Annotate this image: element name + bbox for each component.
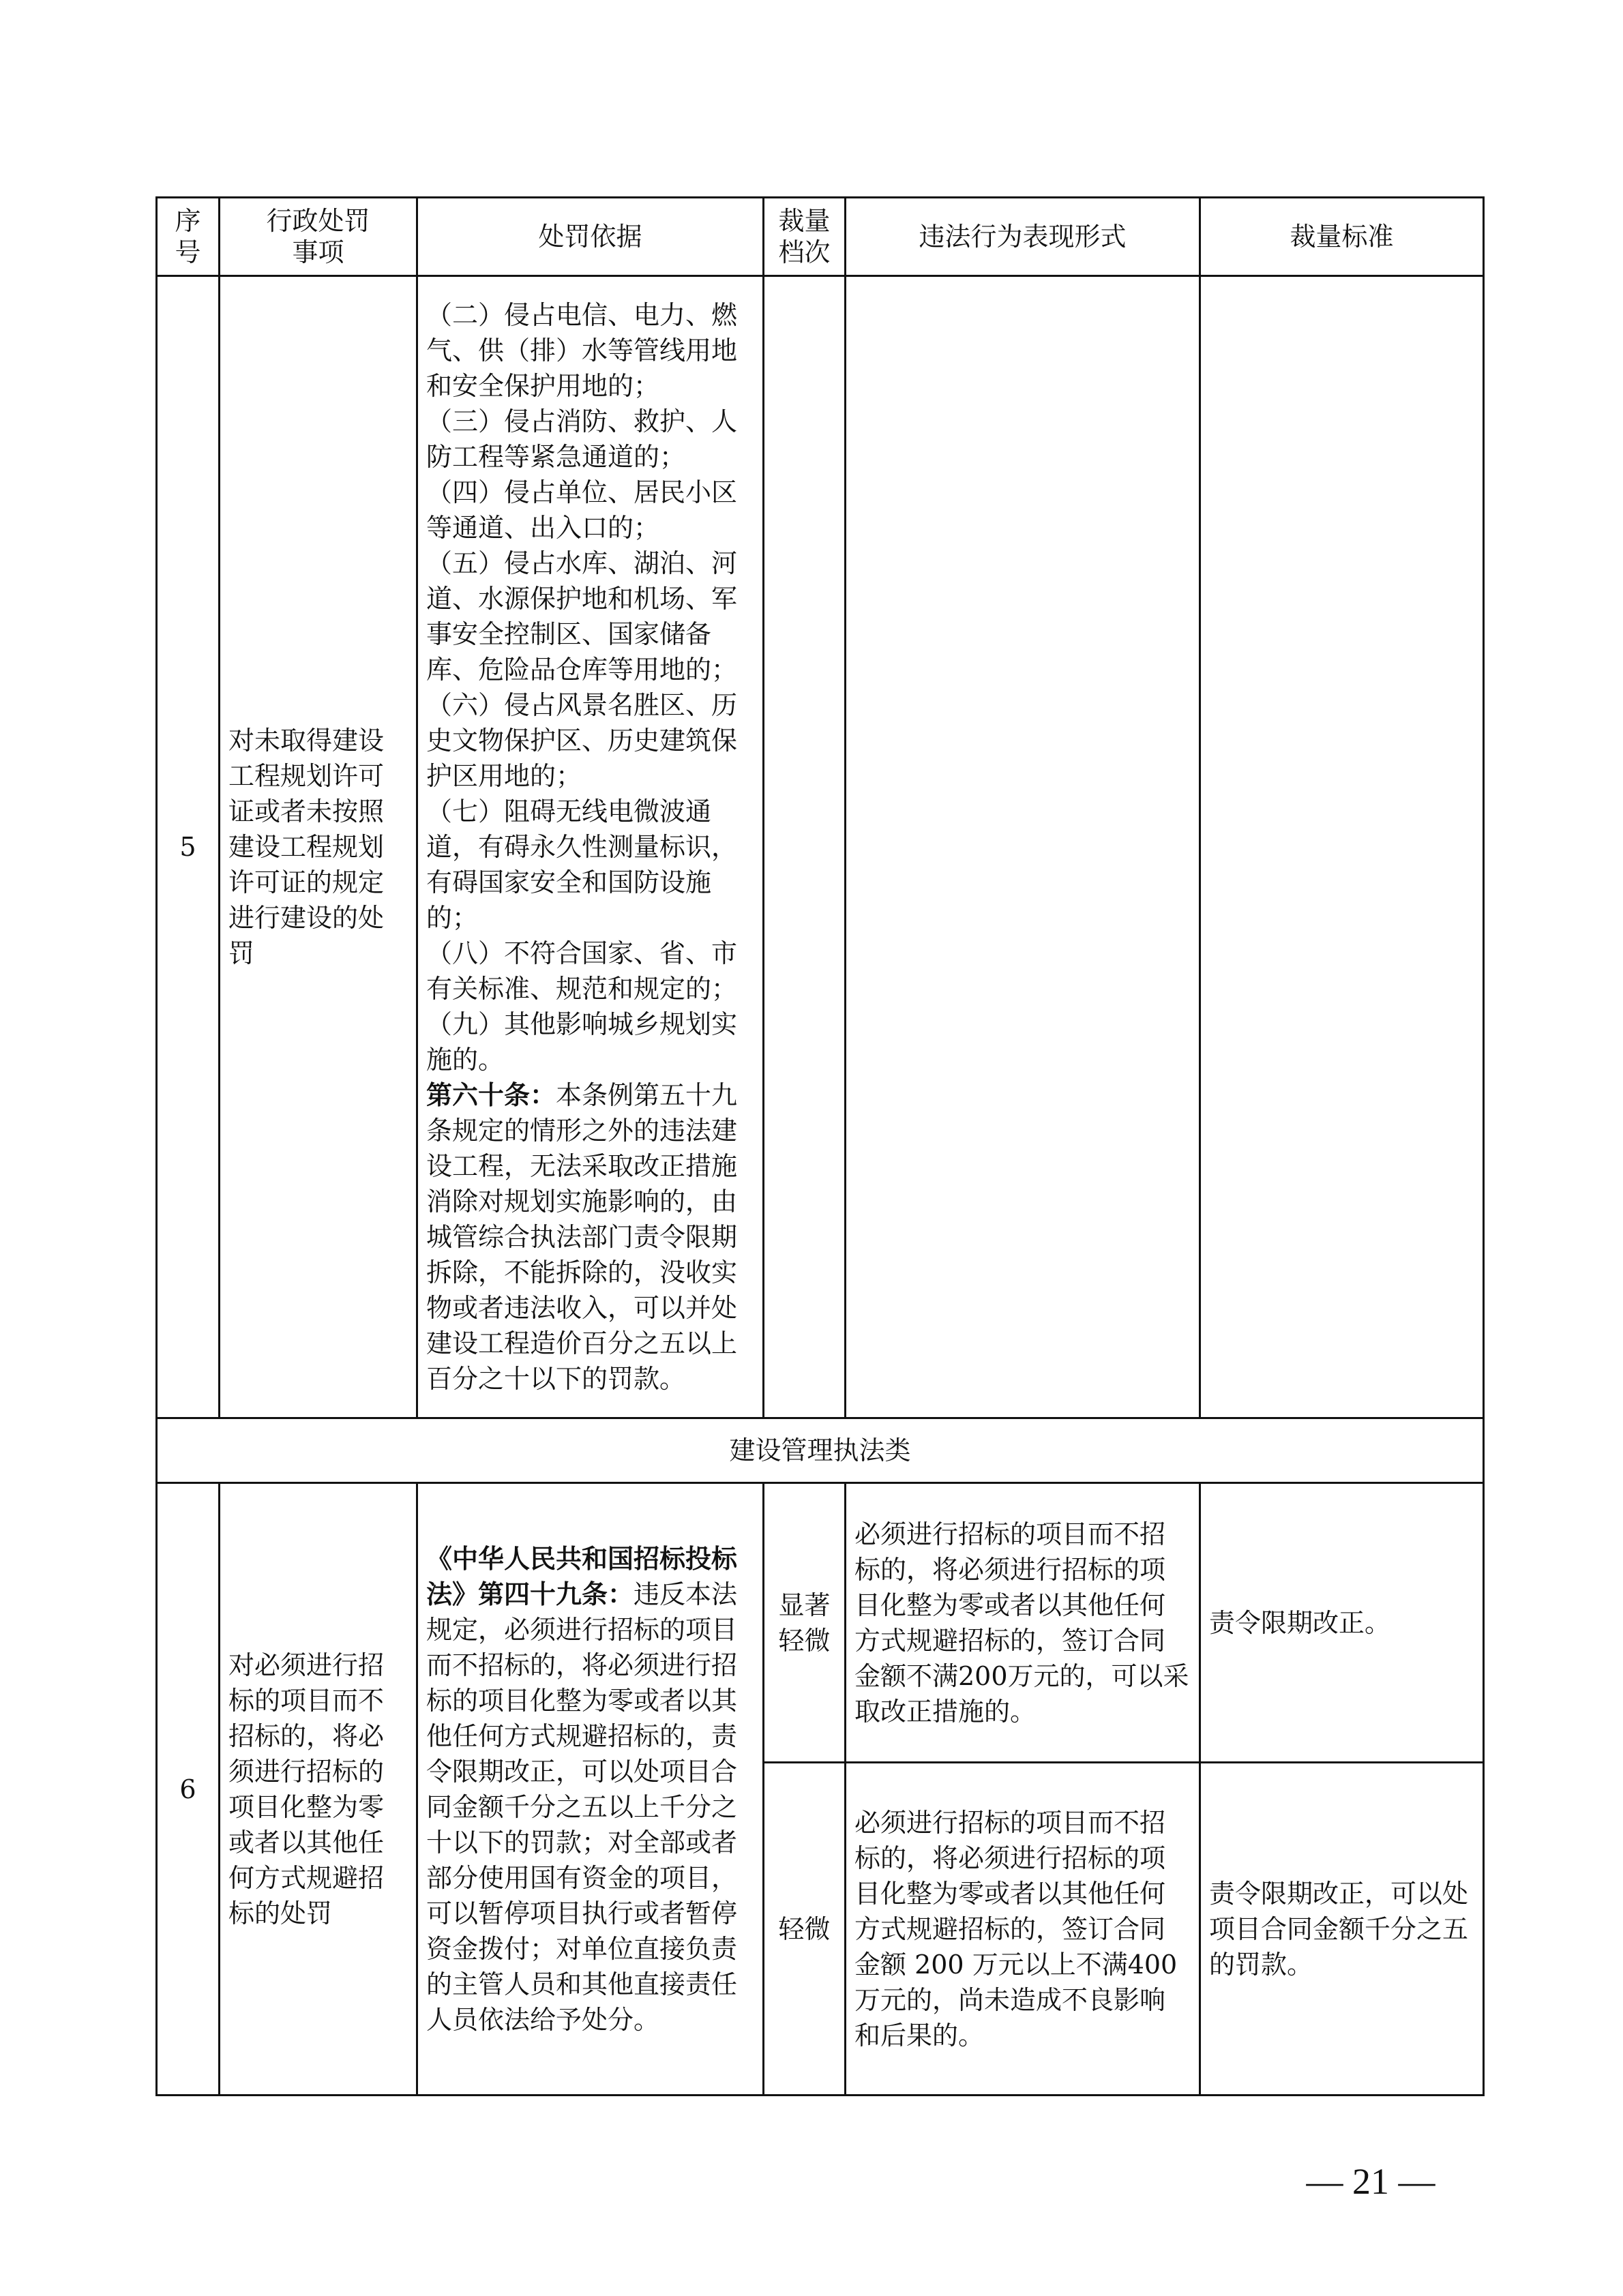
- violation-behavior: 必须进行招标的项目而不招标的，将必须进行招标的项目化整为零或者以其他任何方式规避招标的，签订合同金额 200 万元以上不满400万元的，尚未造成不良影响和后果的。: [846, 1763, 1200, 2096]
- basis-title: 《中华人民共和国招标投标法》第四十九条：: [426, 1542, 738, 1609]
- category-row: [157, 1418, 1484, 1483]
- header-text: 行政处罚 事项: [266, 206, 370, 267]
- penalty-table: [155, 196, 1485, 2096]
- basis-paragraph: （九）其他影响城乡规划实施的。: [426, 1009, 738, 1075]
- basis-text: 违反本法规定，必须进行招标的项目而不招标的，将必须进行招标的项目化整为零或者以其他任何方式规避招标的，责令限期改正，可以处项目合同金额千分之五以上千分之十以下的罚款；对全部或者部分使用国有资金的项目，可以暂停项目执行或者暂停资金拨付；对单位直接负责的主管人员和其他直接责任人员依法给予处分。: [426, 1579, 738, 2035]
- behavior-cell-empty: [846, 276, 1200, 1418]
- header-cell: 违法行为表现形式: [846, 198, 1200, 276]
- article-60-text: 本条例第五十九条规定的情形之外的违法建设工程，无法采取改正措施消除对规划实施影响的，由城管综合执法部门责令限期拆除，不能拆除的，没收实物或者违法收入，可以并处建设工程造价百分之五以上百分之十以下的罚款。: [426, 1080, 738, 1394]
- row-number: 6: [157, 1483, 220, 2096]
- header-cell: 序号: [157, 198, 220, 276]
- article-60-title: 第六十条：: [426, 1079, 556, 1110]
- penalty-item: 对必须进行招标的项目而不招标的，将必须进行招标的项目化整为零或者以其他任何方式规避招标的处罚: [220, 1483, 417, 2096]
- table-row-6-level-1: [157, 1483, 1484, 1763]
- basis-paragraph: （八）不符合国家、省、市有关标准、规范和规定的；: [426, 938, 738, 1004]
- penalty-item: 对未取得建设工程规划许可证或者未按照建设工程规划许可证的规定进行建设的处罚: [220, 276, 417, 1418]
- violation-behavior: 必须进行招标的项目而不招标的，将必须进行招标的项目化整为零或者以其他任何方式规避招标的，签订合同金额不满200万元的，可以采取改正措施的。: [846, 1483, 1200, 1763]
- row-number: 5: [157, 276, 220, 1418]
- basis-paragraph: （三）侵占消防、救护、人防工程等紧急通道的；: [426, 406, 738, 472]
- level-cell-empty: [764, 276, 846, 1418]
- page-number: — 21 —: [1306, 2161, 1435, 2202]
- discretion-standard: 责令限期改正，可以处项目合同金额千分之五的罚款。: [1200, 1763, 1484, 2096]
- table-row-5: [157, 276, 1484, 1418]
- header-cell: [764, 198, 846, 276]
- basis-paragraph: （六）侵占风景名胜区、历史文物保护区、历史建筑保护区用地的；: [426, 690, 738, 791]
- article-60: [426, 1077, 754, 1397]
- header-text: 裁量 档次: [778, 206, 831, 267]
- discretion-standard: 责令限期改正。: [1200, 1483, 1484, 1763]
- penalty-basis: [417, 1483, 764, 2096]
- header-cell: 裁量标准: [1200, 198, 1484, 276]
- penalty-basis: [417, 276, 764, 1418]
- discretion-level: 轻微: [764, 1763, 846, 2096]
- header-row: [157, 198, 1484, 276]
- header-cell: [220, 198, 417, 276]
- level-text: 显著 轻微: [778, 1590, 831, 1656]
- header-cell: 处罚依据: [417, 198, 764, 276]
- category-title: 建设管理执法类: [157, 1418, 1484, 1483]
- basis-paragraph: （七）阻碍无线电微波通道，有碍永久性测量标识，有碍国家安全和国防设施的；: [426, 796, 738, 933]
- basis-paragraph: （二）侵占电信、电力、燃气、供（排）水等管线用地和安全保护用地的；: [426, 300, 738, 401]
- basis-paragraph: （四）侵占单位、居民小区等通道、出入口的；: [426, 477, 738, 543]
- discretion-level: [764, 1483, 846, 1763]
- basis-paragraph: （五）侵占水库、湖泊、河道、水源保护地和机场、军事安全控制区、国家储备库、危险品仓库等用地的；: [426, 548, 738, 685]
- standard-cell-empty: [1200, 276, 1484, 1418]
